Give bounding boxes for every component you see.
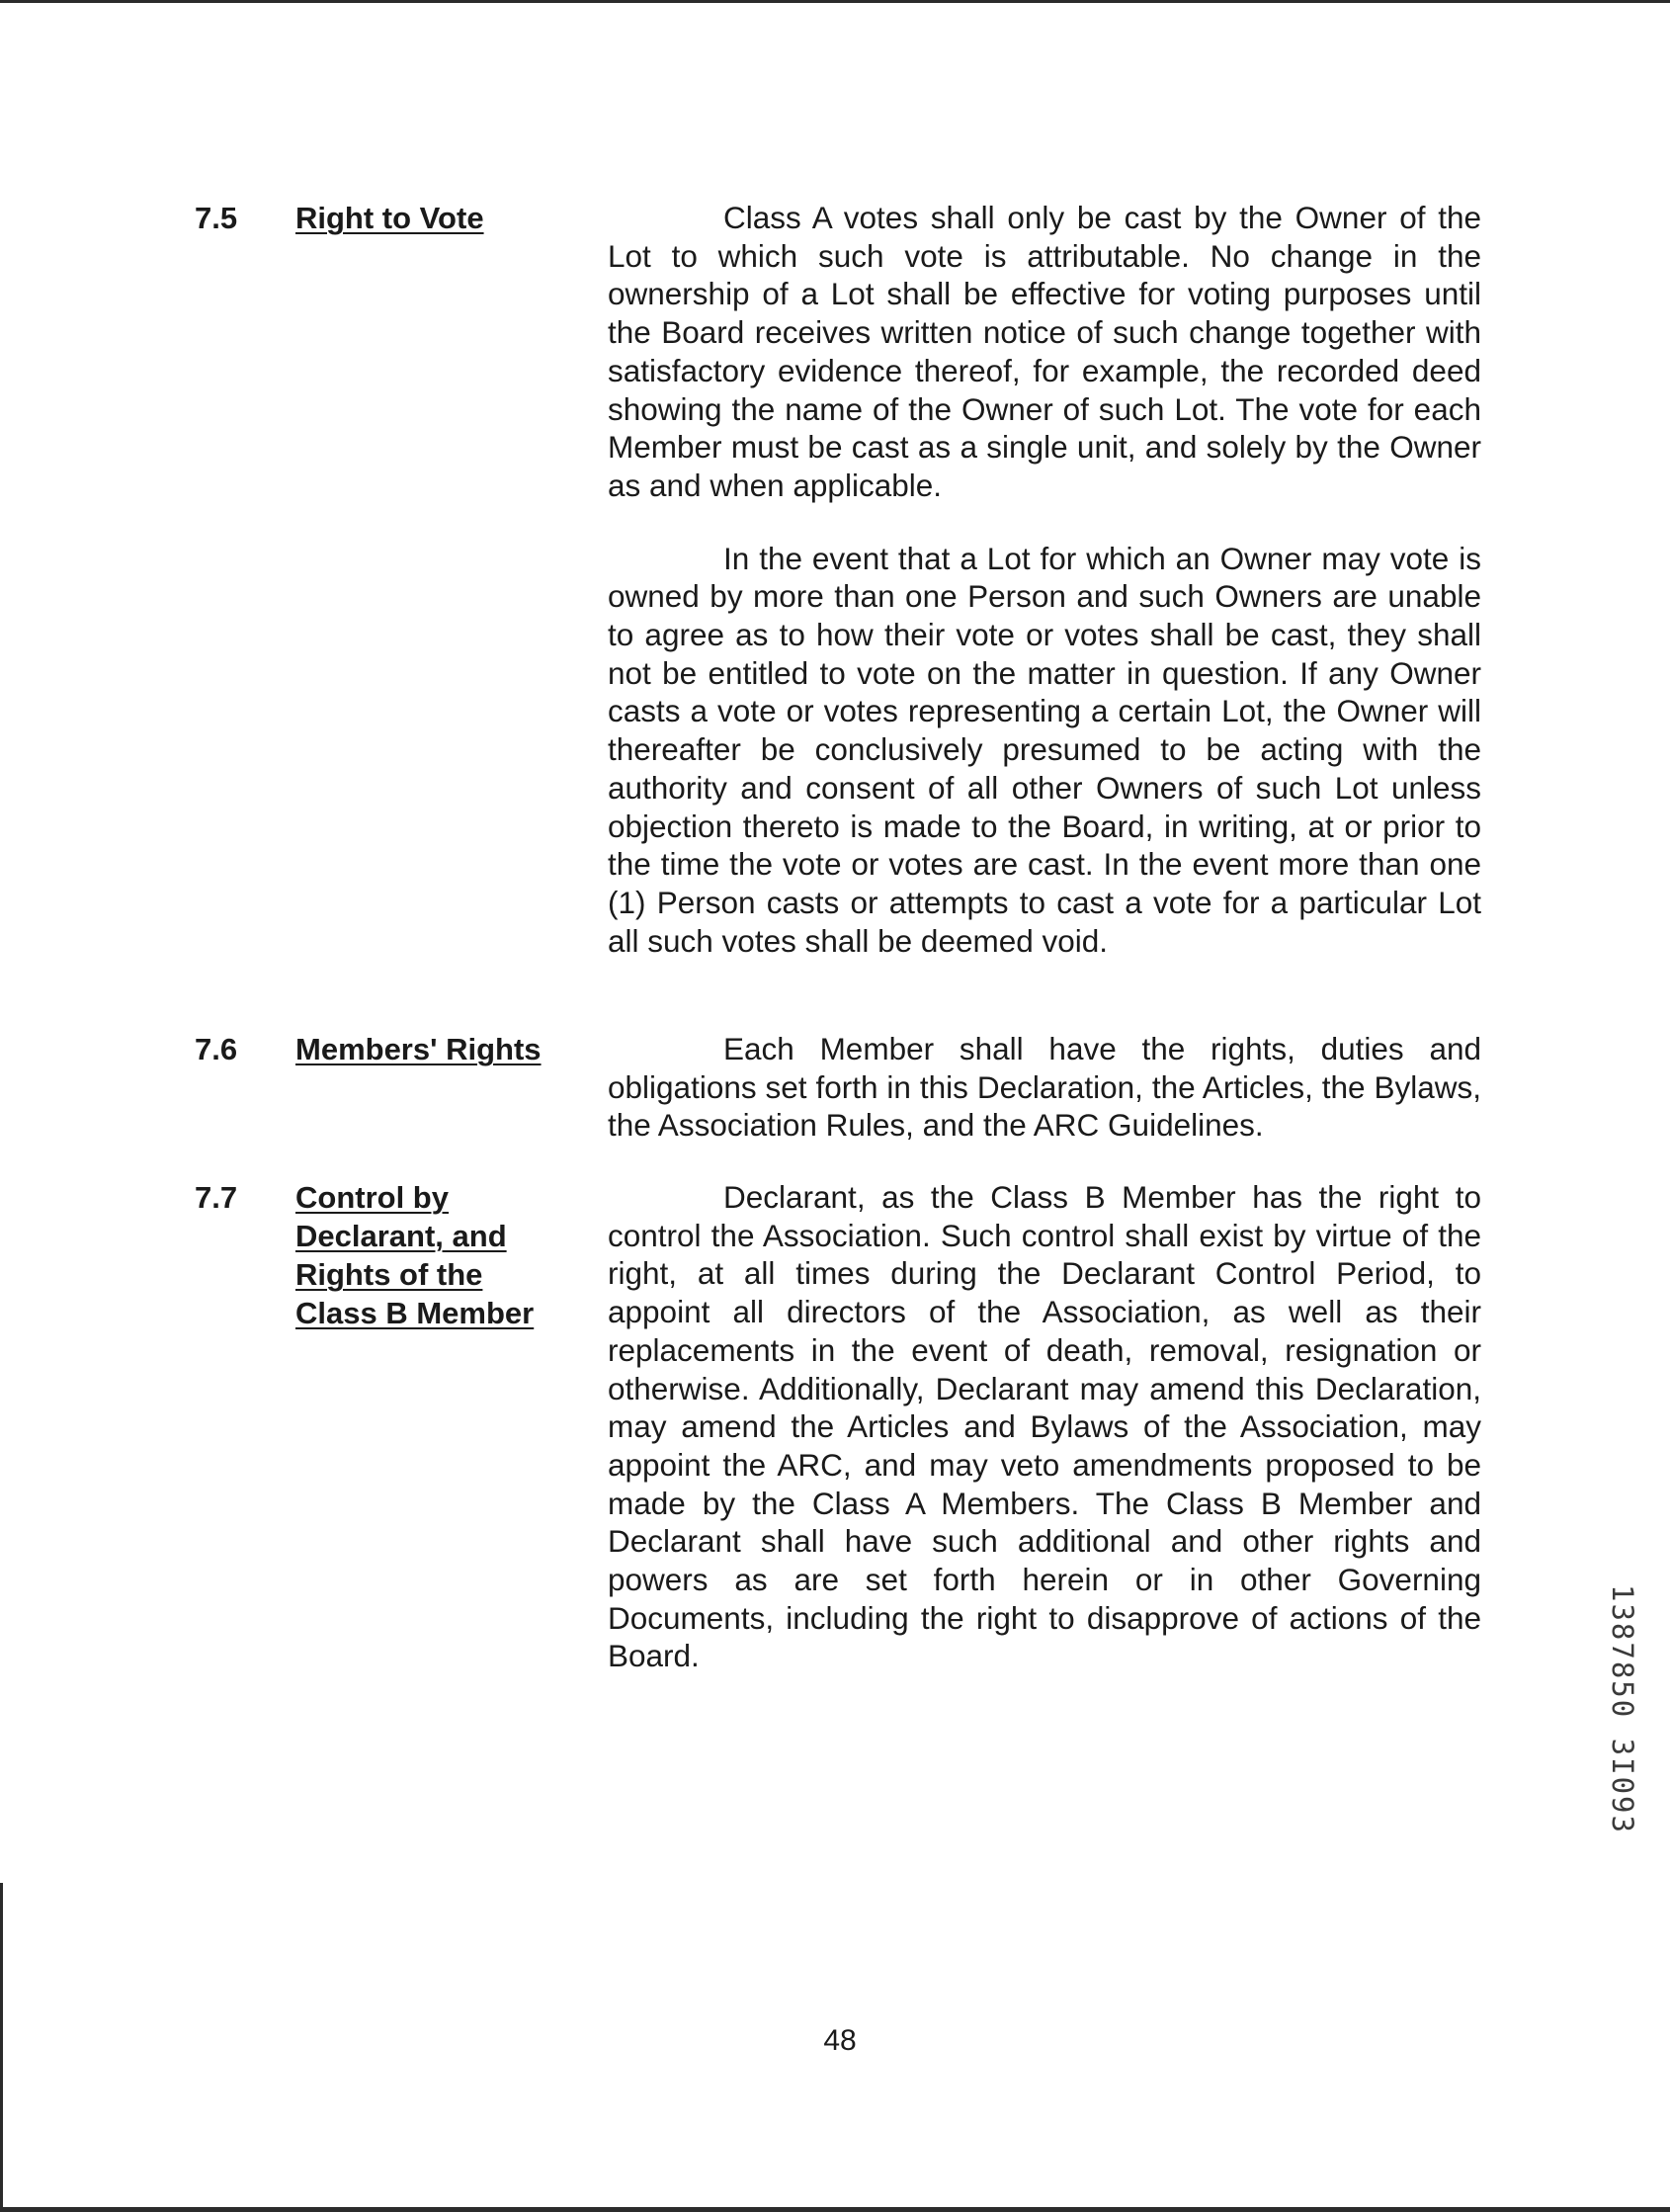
section-title bbox=[295, 199, 484, 237]
section-title bbox=[295, 1030, 542, 1068]
margin-recording-stamp: 1387850 3I093 bbox=[1606, 1584, 1639, 1834]
body-paragraph: Declarant, as the Class B Member has the right to control the Association. Such control shall exist by virtue of the right, at all times during the Declarant Control Period, to appoint all directors of the Association, as well as their replacements in the event of death, removal, resignation or otherwise. Additionally, Declarant may amend this Declaration, may amend the Articles and Bylaws of the Association, may appoint the ARC, and may veto amendments proposed to be made by the Class A Members. The Class B Member and Declarant shall have such additional and other rights and powers as are set forth herein or in other Governing Documents, including the right to disapprove of actions of the Board. bbox=[608, 1179, 1481, 1674]
section-title-line: Control by bbox=[295, 1180, 449, 1215]
section-body bbox=[608, 199, 1481, 960]
section-title-line: Right to Vote bbox=[295, 201, 484, 235]
section-body bbox=[608, 1030, 1481, 1145]
page-number: 48 bbox=[823, 2024, 857, 2057]
scan-border-left bbox=[0, 1883, 3, 2212]
body-paragraph: In the event that a Lot for which an Owner may vote is owned by more than one Person and such Owners are unable to agree as to how their vote or votes shall be cast, they shall not be entitled to vote on the matter in question. If any Owner casts a vote or votes representing a certain Lot, the Owner will thereafter be conclusively presumed to be acting with the authority and consent of all other Owners of such Lot unless objection thereto is made to the Board, in writing, at or prior to the time the vote or votes are cast. In the event more than one (1) Person casts or attempts to cast a vote for a particular Lot all such votes shall be deemed void. bbox=[608, 540, 1481, 959]
section-title-line: Declarant, and bbox=[295, 1219, 507, 1253]
section-title-line: Members' Rights bbox=[295, 1032, 542, 1066]
scan-border-top bbox=[0, 0, 1670, 3]
scan-border-bottom bbox=[0, 2207, 1670, 2212]
section-body bbox=[608, 1178, 1481, 1675]
section-number: 7.7 bbox=[195, 1180, 238, 1215]
body-paragraph: Class A votes shall only be cast by the Owner of the Lot to which such vote is attributable. No change in the ownership of a Lot shall be effective for voting purposes until the Board receives written notice of such change together with satisfactory evidence thereof, for example, the recorded deed showing the name of the Owner of such Lot. The vote for each Member must be cast as a single unit, and solely by the Owner as and when applicable. bbox=[608, 200, 1481, 503]
section-title bbox=[295, 1178, 534, 1332]
section-title-line: Class B Member bbox=[295, 1296, 535, 1330]
section-title-line: Rights of the bbox=[295, 1257, 483, 1292]
section-number: 7.6 bbox=[195, 1032, 238, 1066]
body-paragraph: Each Member shall have the rights, duties and obligations set forth in this Declaration, the Articles, the Bylaws, the Association Rules, and the ARC Guidelines. bbox=[608, 1031, 1481, 1144]
section-number: 7.5 bbox=[195, 201, 238, 235]
